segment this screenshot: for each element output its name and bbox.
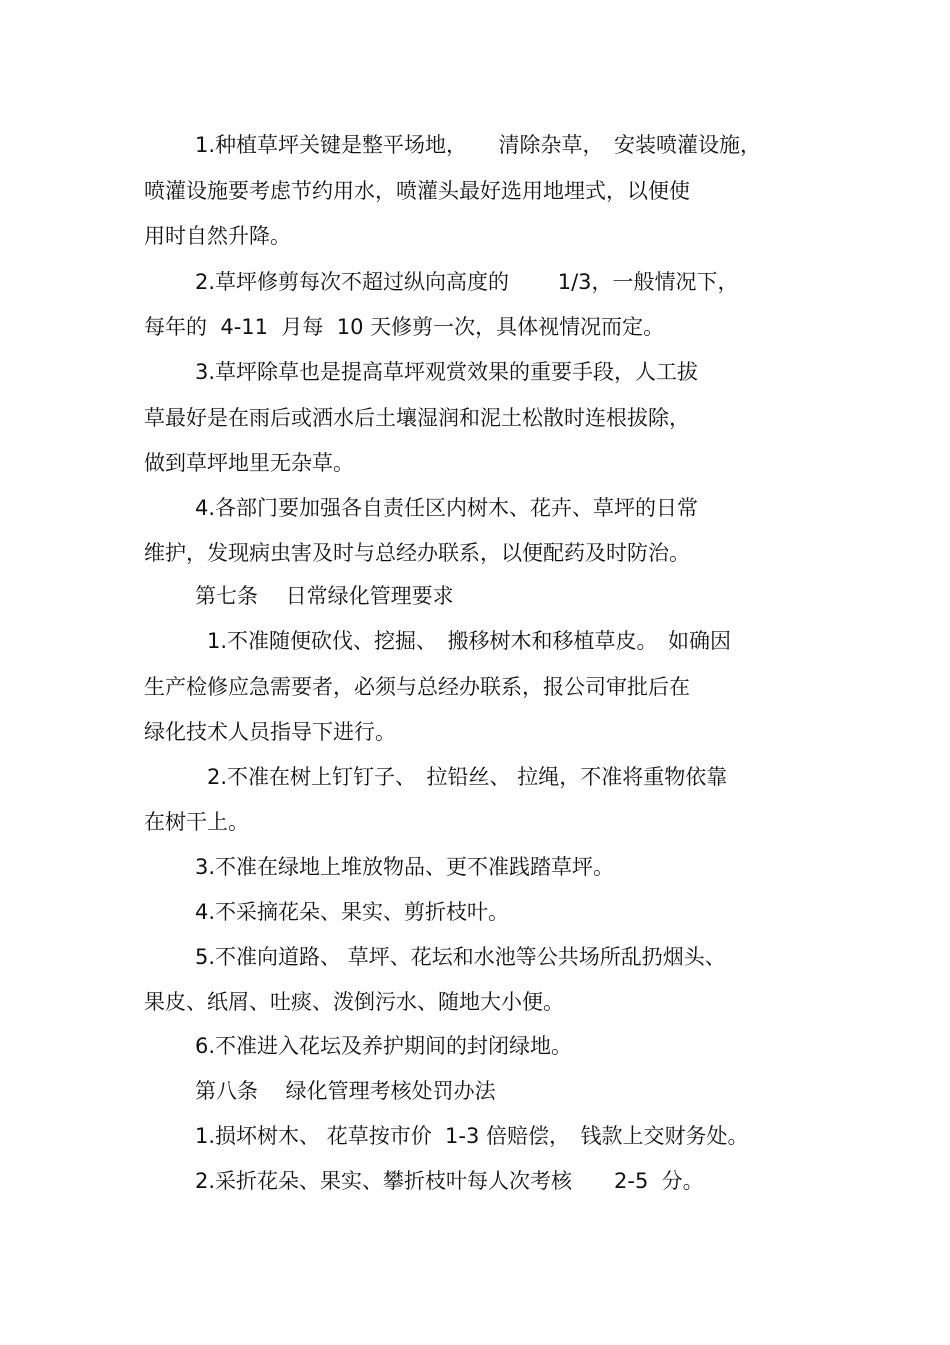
text-line-6: 3.草坪除草也是提高草坪观赏效果的重要手段，人工拔 <box>195 360 699 384</box>
text-line-15: 2.不准在树上钉钉子、 拉铅丝、 拉绳，不准将重物依靠 <box>207 765 728 789</box>
text-line-19: 5.不准向道路、 草坪、花坛和水池等公共场所乱扔烟头、 <box>195 945 726 969</box>
text-line-3: 用时自然升降。 <box>144 224 291 248</box>
text-line-20: 果皮、纸屑、吐痰、泼倒污水、随地大小便。 <box>144 990 564 1014</box>
text-line-5: 每年的 4-11 月每 10 天修剪一次，具体视情况而定。 <box>144 315 665 339</box>
text-line-2: 喷灌设施要考虑节约用水，喷灌头最好选用地埋式，以便使 <box>144 179 690 203</box>
text-line-12: 1.不准随便砍伐、挖掘、 搬移树木和移植草皮。 如确因 <box>207 629 732 653</box>
text-line-13: 生产检修应急需要者，必须与总经办联系，报公司审批后在 <box>144 675 690 699</box>
text-line-9: 4.各部门要加强各自责任区内树木、花卉、草坪的日常 <box>195 496 699 520</box>
text-line-10: 维护，发现病虫害及时与总经办联系，以便配药及时防治。 <box>144 541 690 565</box>
text-line-14: 绿化技术人员指导下进行。 <box>144 720 396 744</box>
text-line-4: 2.草坪修剪每次不超过纵向高度的 1/3，一般情况下， <box>195 270 739 294</box>
text-line-23: 1.损坏树木、 花草按市价 1-3 倍赔偿， 钱款上交财务处。 <box>195 1124 749 1148</box>
text-line-1: 1.种植草坪关键是整平场地， 清除杂草， 安装喷灌设施， <box>195 133 762 157</box>
section-heading-8: 第八条 绿化管理考核处罚办法 <box>195 1079 496 1103</box>
text-line-7: 草最好是在雨后或洒水后土壤湿润和泥土松散时连根拔除， <box>144 406 690 430</box>
section-heading-7: 第七条 日常绿化管理要求 <box>195 584 454 608</box>
text-line-16: 在树干上。 <box>144 810 249 834</box>
text-line-21: 6.不准进入花坛及养护期间的封闭绿地。 <box>195 1034 573 1058</box>
text-line-24: 2.采折花朵、果实、攀折枝叶每人次考核 2-5 分。 <box>195 1169 704 1193</box>
text-line-18: 4.不采摘花朵、果实、剪折枝叶。 <box>195 900 510 924</box>
text-line-8: 做到草坪地里无杂草。 <box>144 451 354 475</box>
text-line-17: 3.不准在绿地上堆放物品、更不准践踏草坪。 <box>195 855 615 879</box>
